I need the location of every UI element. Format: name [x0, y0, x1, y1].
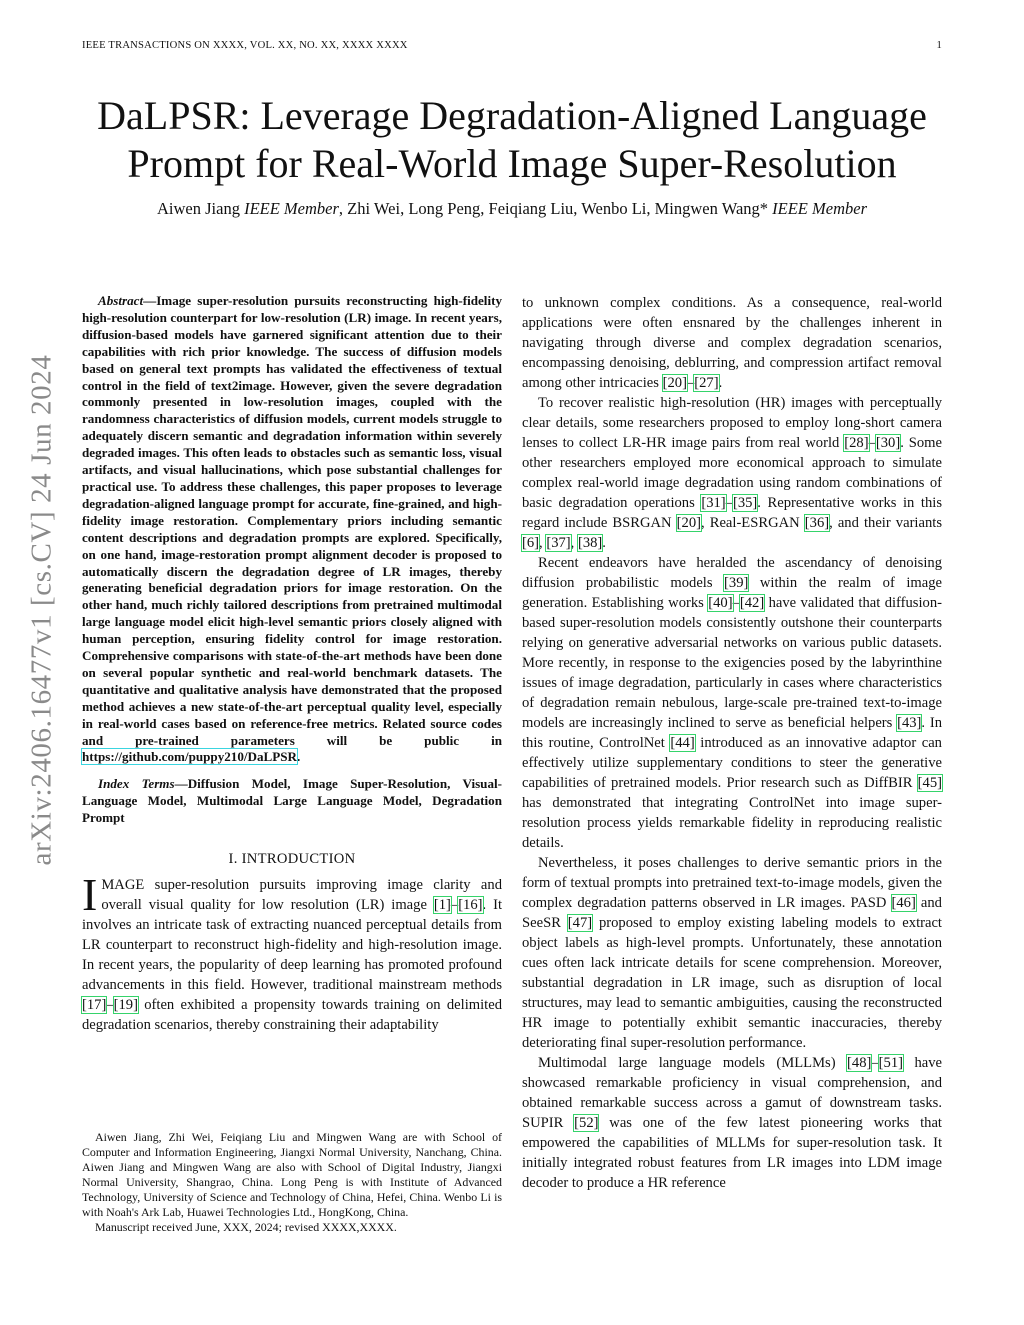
section-initial: I [241, 851, 247, 868]
body-text: – [725, 495, 733, 511]
body-text: , [539, 535, 547, 551]
body-text: – [871, 1055, 879, 1071]
journal-name: IEEE TRANSACTIONS ON XXXX, VOL. XX, NO. XX, XXXX XXXX [82, 40, 408, 51]
body-text: To recover realistic high-resolution (HR) images with perceptually clear details, some researchers proposed to employ long-short camera lenses to collect LR-HR image pairs from real world [522, 395, 942, 451]
source-code-link[interactable]: https://github.com/puppy210/DaLPSR [82, 749, 298, 765]
affiliation-text: Aiwen Jiang, Zhi Wei, Feiqiang Liu and Mingwen Wang are with School of Computer and Information Engineering, Jiangxi Normal University, Nanchang, China. Aiwen Jiang and Mingwen Wang are also with School of Digital Industry, Jiangxi Normal University, Shangrao, China. Long Peng is with Institute of Advanced Technology, University of Science and Technology of China, Hefei, China. Wenbo Li is with Noah's Ark Lab, Huawei Technologies Ltd., HongKong, China. [82, 1130, 502, 1219]
body-text: Nevertheless, it poses challenges to derive semantic priors in the form of textual prompts into pretrained text-to-image models, given the complex degradation patterns observed in LR images. PASD [522, 855, 942, 911]
citation-link[interactable]: [19] [113, 997, 138, 1014]
right-paragraph-3 [522, 553, 942, 853]
body-text: have validated that diffusion-based super-resolution models consistently outshone their counterparts relying on generative adversarial networks on various public datasets. More recently, in response to the exigencies posed by the labyrinthine issues of image degradation, particularly in cases where characteristics of degradation remain nebulous, large-scale pre-trained text-to-image models are increasingly inclined to serve as beneficial helpers [522, 595, 942, 731]
body-text: , and their variants [829, 515, 942, 531]
citation-link[interactable]: [1] [433, 897, 451, 914]
index-terms [82, 776, 502, 827]
citation-link[interactable]: [16] [458, 897, 483, 914]
citation-link[interactable]: [52] [574, 1115, 599, 1131]
author-affiliation-footnote [82, 1130, 502, 1235]
author-first: Aiwen Jiang [157, 199, 245, 218]
index-terms-label: Index Terms [98, 776, 175, 792]
body-text: , Real-ESRGAN [700, 515, 805, 531]
body-text: . [718, 375, 723, 391]
right-paragraph-5 [522, 1053, 942, 1193]
index-terms-text: —Diffusion Model, Image Super-Resolution, Visual-Language Model, Multimodal Large Language Model, Degradation Prompt [82, 776, 503, 826]
citation-link[interactable]: [39] [724, 575, 749, 591]
body-text: was one of the few latest pioneering works that empowered the capabilities of MLLMs for super-resolution task. It initially integrated robust features from LR images into LDM image decoder to produce a HR reference [522, 1115, 942, 1191]
body-text: , [570, 535, 578, 551]
body-text: often exhibited a propensity towards training on delimited degradation scenarios, thereby constraining their adaptability [82, 997, 502, 1034]
citation-link[interactable]: [20] [662, 375, 687, 391]
citation-link[interactable]: [31] [701, 495, 726, 511]
section-number: I. [228, 851, 242, 868]
body-text: . It involves an intricate task of extracting nuanced perceptual details from LR counterpart to reconstruct high-fidelity and high-resolution image. In recent years, the popularity of deep learning has promoted profound advancements in this field. However, traditional mainstream methods [82, 897, 502, 994]
body-text: . Some other researchers employed more economical approach to simulate complex real-world image degradation using random combinations of basic degradation operations [522, 435, 942, 511]
abstract [82, 293, 502, 766]
body-text: proposed to employ existing labeling models to extract object labels as high-level prompts. Unfortunately, these annotation cues often lack intricate details for scene comprehension. Moreover, substantial degradation in LR image, such as disruption of local structures, may lead to semantic ambiguities, causing the reconstructed HR image to potentially exhibit semantic inaccuracies, thereby deteriorating final super-resolution performance. [522, 915, 942, 1051]
page-number: 1 [936, 40, 942, 51]
citation-link[interactable]: [17] [82, 997, 107, 1014]
citation-link[interactable]: [48] [847, 1055, 872, 1071]
author-list [60, 198, 964, 220]
citation-link[interactable]: [28] [844, 435, 869, 451]
abstract-text: —Image super-resolution pursuits reconstructing high-fidelity high-resolution counterpart for low-resolution (LR) image. In recent years, diffusion-based models have garnered significant attention due to their capabilities with rich prior knowledge. The success of diffusion models based on general text prompts has validated the effectiveness of textual control in the field of text2image. However, given the severe degradation commonly presented in low-resolution images, coupled with the randomness characteristics of diffusion models, current models struggle to adequately discern semantic and degradation information within severely degraded images. This often leads to obstacles such as semantic loss, visual artifacts, and visual hallucinations, which pose substantial challenges for practical use. To address these challenges, this paper proposes to leverage degradation-aligned language prompt for accurate, fine-grained, and high-fidelity image restoration. Complementary priors including semantic content descriptions and degradation prompts are explored. Specifically, on one hand, image-restoration prompt alignment decoder is proposed to automatically discern the degradation degree of LR images, thereby generating beneficial degradation priors for image restoration. On the other hand, much richly tailored descriptions from pretrained multimodal large language model elicit high-level semantic priors closely aligned with human perception, ensuring fidelity control for image restoration. Comprehensive comparisons with state-of-the-art methods have been done on several popular synthetic and real-world benchmark datasets. The quantitative and qualitative analysis have demonstrated that the proposed method achieves a new state-of-the-art perceptual quality level, especially in real-world cases based on reference-free metrics. Related source codes and pre-trained parameters will be public in [82, 293, 502, 748]
body-text: Recent endeavors have heralded the ascendancy of denoising diffusion probabilistic models [522, 555, 942, 591]
citation-link[interactable]: [46] [891, 895, 916, 911]
arxiv-identifier: arXiv:2406.16477v1 [cs.CV] 24 Jun 2024 [25, 354, 58, 866]
citation-link[interactable]: [37] [546, 535, 571, 551]
citation-link[interactable]: [40] [708, 595, 733, 611]
body-text: introduced as an innovative adaptor can effectively utilize supplementary conditions to steer the generative capabilities of pretrained models. Prior research such as DiffBIR [522, 735, 942, 791]
right-paragraph-1 [522, 293, 942, 393]
body-text: – [868, 435, 876, 451]
citation-link[interactable]: [35] [732, 495, 758, 511]
citation-link[interactable]: [38] [577, 535, 603, 551]
citation-link[interactable]: [36] [804, 515, 830, 531]
body-text: and SeeSR [522, 895, 942, 931]
body-text: . [602, 535, 606, 551]
citation-link[interactable]: [45] [917, 775, 942, 791]
citation-link[interactable]: [42] [739, 595, 765, 611]
body-text: – [450, 897, 459, 914]
body-text: – [732, 595, 740, 611]
intro-paragraph-1 [82, 869, 502, 1035]
author-last-role: IEEE Member [772, 199, 867, 218]
body-text: – [106, 997, 114, 1014]
body-text: . In this routine, ControlNet [522, 715, 942, 751]
running-head [82, 40, 942, 56]
citation-link[interactable]: [44] [670, 735, 695, 751]
body-text: . Representative works in this regard include BSRGAN [522, 495, 942, 531]
author-first-role: IEEE Member [244, 199, 339, 218]
body-text: Multimodal large language models (MLLMs) [538, 1055, 848, 1071]
body-text: has demonstrated that integrating ControlNet into image super-resolution process yields remarkable fidelity in reproducing realistic details. [522, 795, 942, 851]
citation-link[interactable]: [51] [878, 1055, 903, 1071]
right-column [522, 293, 942, 1193]
body-text: – [686, 375, 695, 391]
body-text: to unknown complex conditions. As a consequence, real-world applications were often ensnared by the challenges inherent in navigating through diverse and complex degradation scenarios, encompassing denoising, deblurring, and compression artifact removal among other intricacies [522, 295, 942, 391]
citation-link[interactable]: [27] [694, 375, 719, 391]
manuscript-dates: Manuscript received June, XXX, 2024; revised XXXX,XXXX. [95, 1220, 397, 1234]
citation-link[interactable]: [20] [676, 515, 701, 531]
abstract-end: . [297, 749, 301, 765]
title-line-1: DaLPSR: Leverage Degradation-Aligned Language [97, 93, 927, 138]
author-middle: , Zhi Wei, Long Peng, Feiqiang Liu, Wenbo Li, Mingwen Wang* [338, 199, 773, 218]
title-line-2: Prompt for Real-World Image Super-Resolution [127, 141, 897, 186]
right-paragraph-2 [522, 393, 942, 553]
section-title-rest: NTRODUCTION [246, 851, 356, 868]
body-text: MAGE super-resolution pursuits improving image clarity and overall visual quality for low resolution (LR) image [101, 877, 502, 914]
abstract-label: Abstract [98, 293, 144, 308]
body-text: have showcased remarkable proficiency in visual comprehension, and obtained remarkable success across a gamut of downstream tasks. SUPIR [522, 1055, 942, 1131]
section-heading-introduction [82, 849, 502, 869]
citation-link[interactable]: [6] [522, 535, 540, 551]
citation-link[interactable]: [47] [567, 915, 593, 931]
drop-cap: I [82, 869, 98, 921]
right-paragraph-4 [522, 853, 942, 1053]
citation-link[interactable]: [30] [875, 435, 901, 451]
body-text: within the realm of image generation. Establishing works [522, 575, 942, 611]
paper-title [60, 92, 964, 188]
citation-link[interactable]: [43] [897, 715, 922, 731]
left-column [82, 293, 502, 1035]
